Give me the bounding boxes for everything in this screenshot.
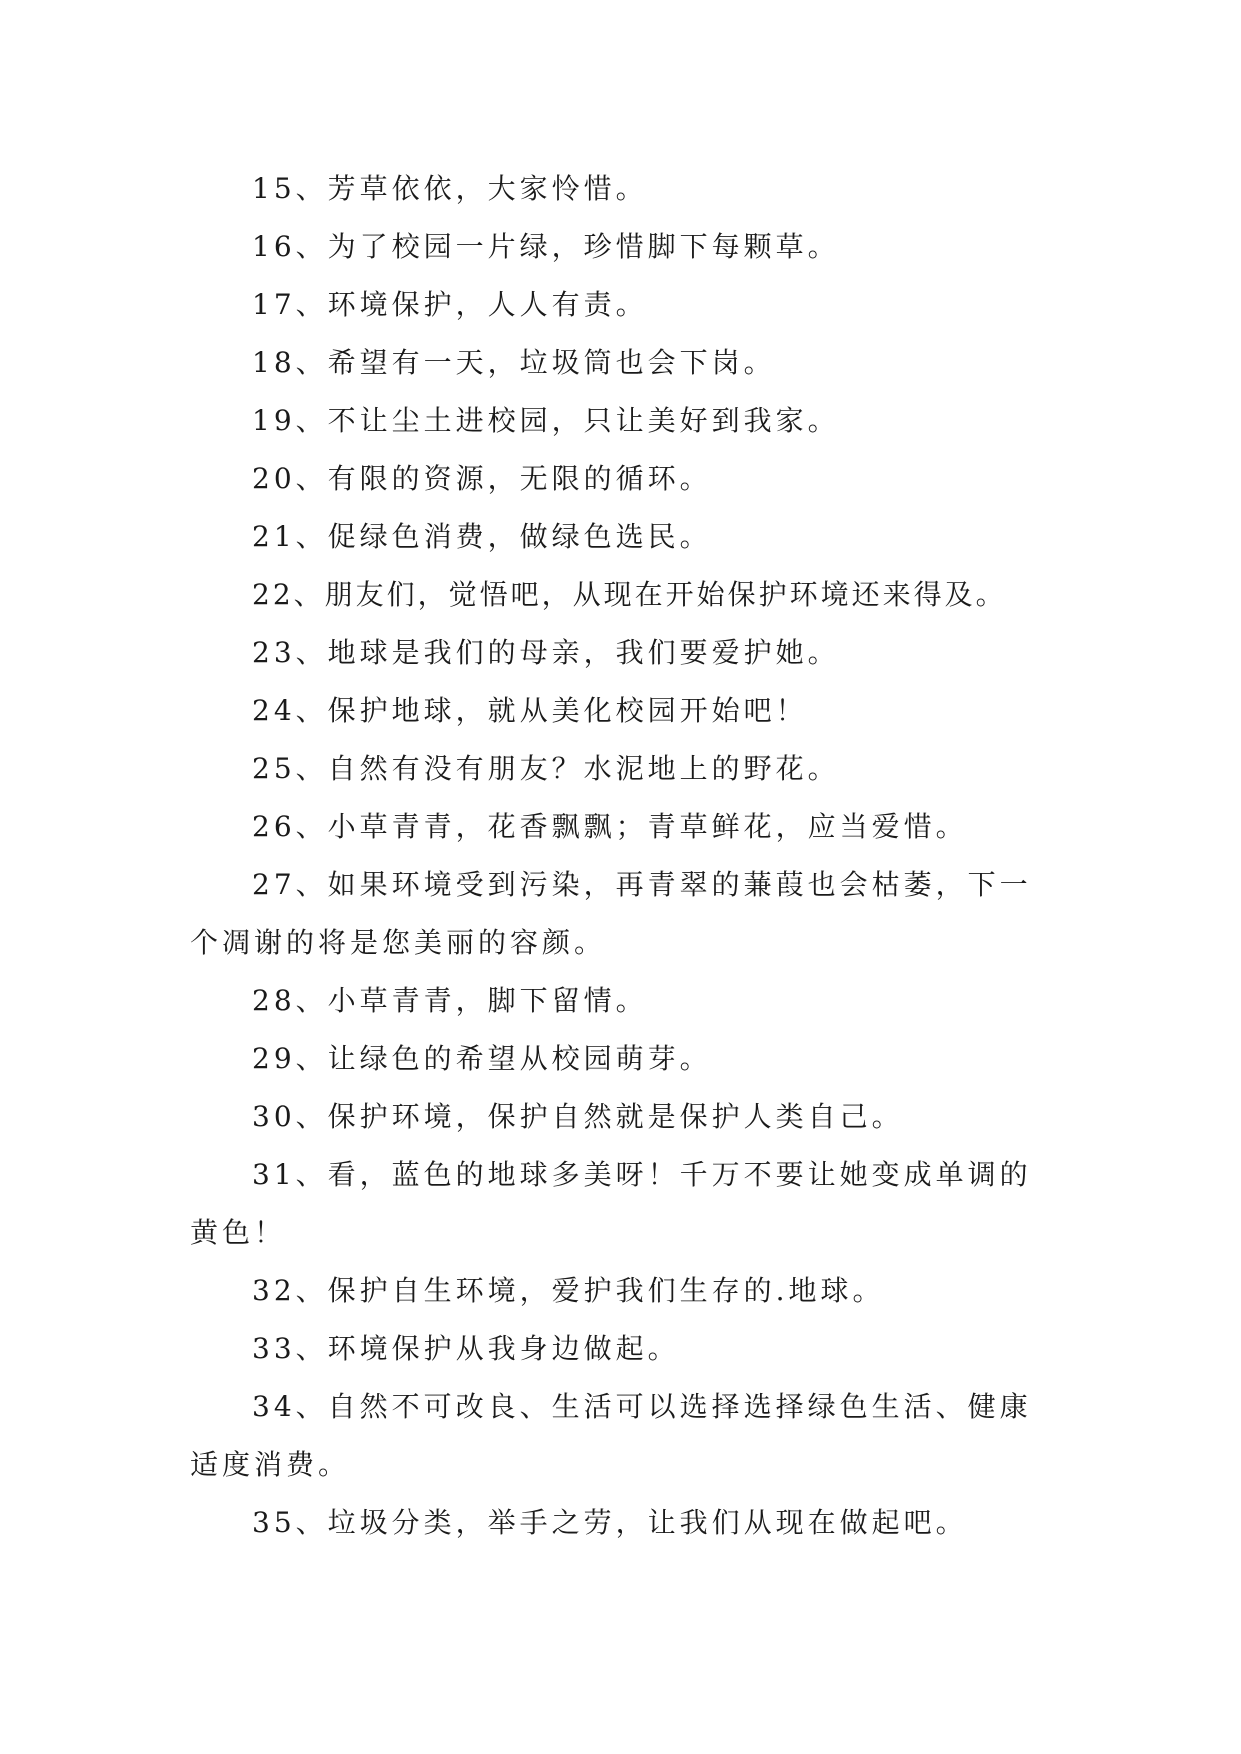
- slogan-29: 29、让绿色的希望从校园萌芽。: [252, 1042, 712, 1075]
- slogan-24: 24、保护地球，就从美化校园开始吧！: [252, 694, 808, 727]
- slogan-28: 28、小草青青，脚下留情。: [252, 984, 648, 1017]
- slogan-19: 19、不让尘土进校园，只让美好到我家。: [252, 404, 840, 437]
- slogan-15: 15、芳草依依，大家怜惜。: [252, 172, 648, 205]
- slogan-23: 23、地球是我们的母亲，我们要爱护她。: [252, 636, 840, 669]
- slogan-21: 21、促绿色消费，做绿色选民。: [252, 520, 712, 553]
- slogan-17: 17、环境保护，人人有责。: [252, 288, 648, 321]
- slogan-18: 18、希望有一天，垃圾筒也会下岗。: [252, 346, 776, 379]
- slogan-16: 16、为了校园一片绿，珍惜脚下每颗草。: [252, 230, 840, 263]
- slogan-33: 33、环境保护从我身边做起。: [252, 1332, 680, 1365]
- slogan-list: [190, 160, 1050, 1552]
- slogan-22: 22、朋友们，觉悟吧，从现在开始保护环境还来得及。: [252, 578, 1007, 611]
- slogan-34: 34、自然不可改良、生活可以选择选择绿色生活、健康适度消费。: [190, 1390, 1032, 1481]
- slogan-31: 31、看，蓝色的地球多美呀！千万不要让她变成单调的黄色！: [190, 1158, 1032, 1249]
- slogan-25: 25、自然有没有朋友？水泥地上的野花。: [252, 752, 840, 785]
- slogan-30: 30、保护环境，保护自然就是保护人类自己。: [252, 1100, 904, 1133]
- slogan-26: 26、小草青青，花香飘飘；青草鲜花，应当爱惜。: [252, 810, 968, 843]
- slogan-35: 35、垃圾分类，举手之劳，让我们从现在做起吧。: [252, 1506, 968, 1539]
- slogan-32: 32、保护自生环境，爱护我们生存的.地球。: [252, 1274, 885, 1307]
- slogan-27: 27、如果环境受到污染，再青翠的蒹葭也会枯萎，下一个凋谢的将是您美丽的容颜。: [190, 868, 1032, 959]
- slogan-20: 20、有限的资源，无限的循环。: [252, 462, 712, 495]
